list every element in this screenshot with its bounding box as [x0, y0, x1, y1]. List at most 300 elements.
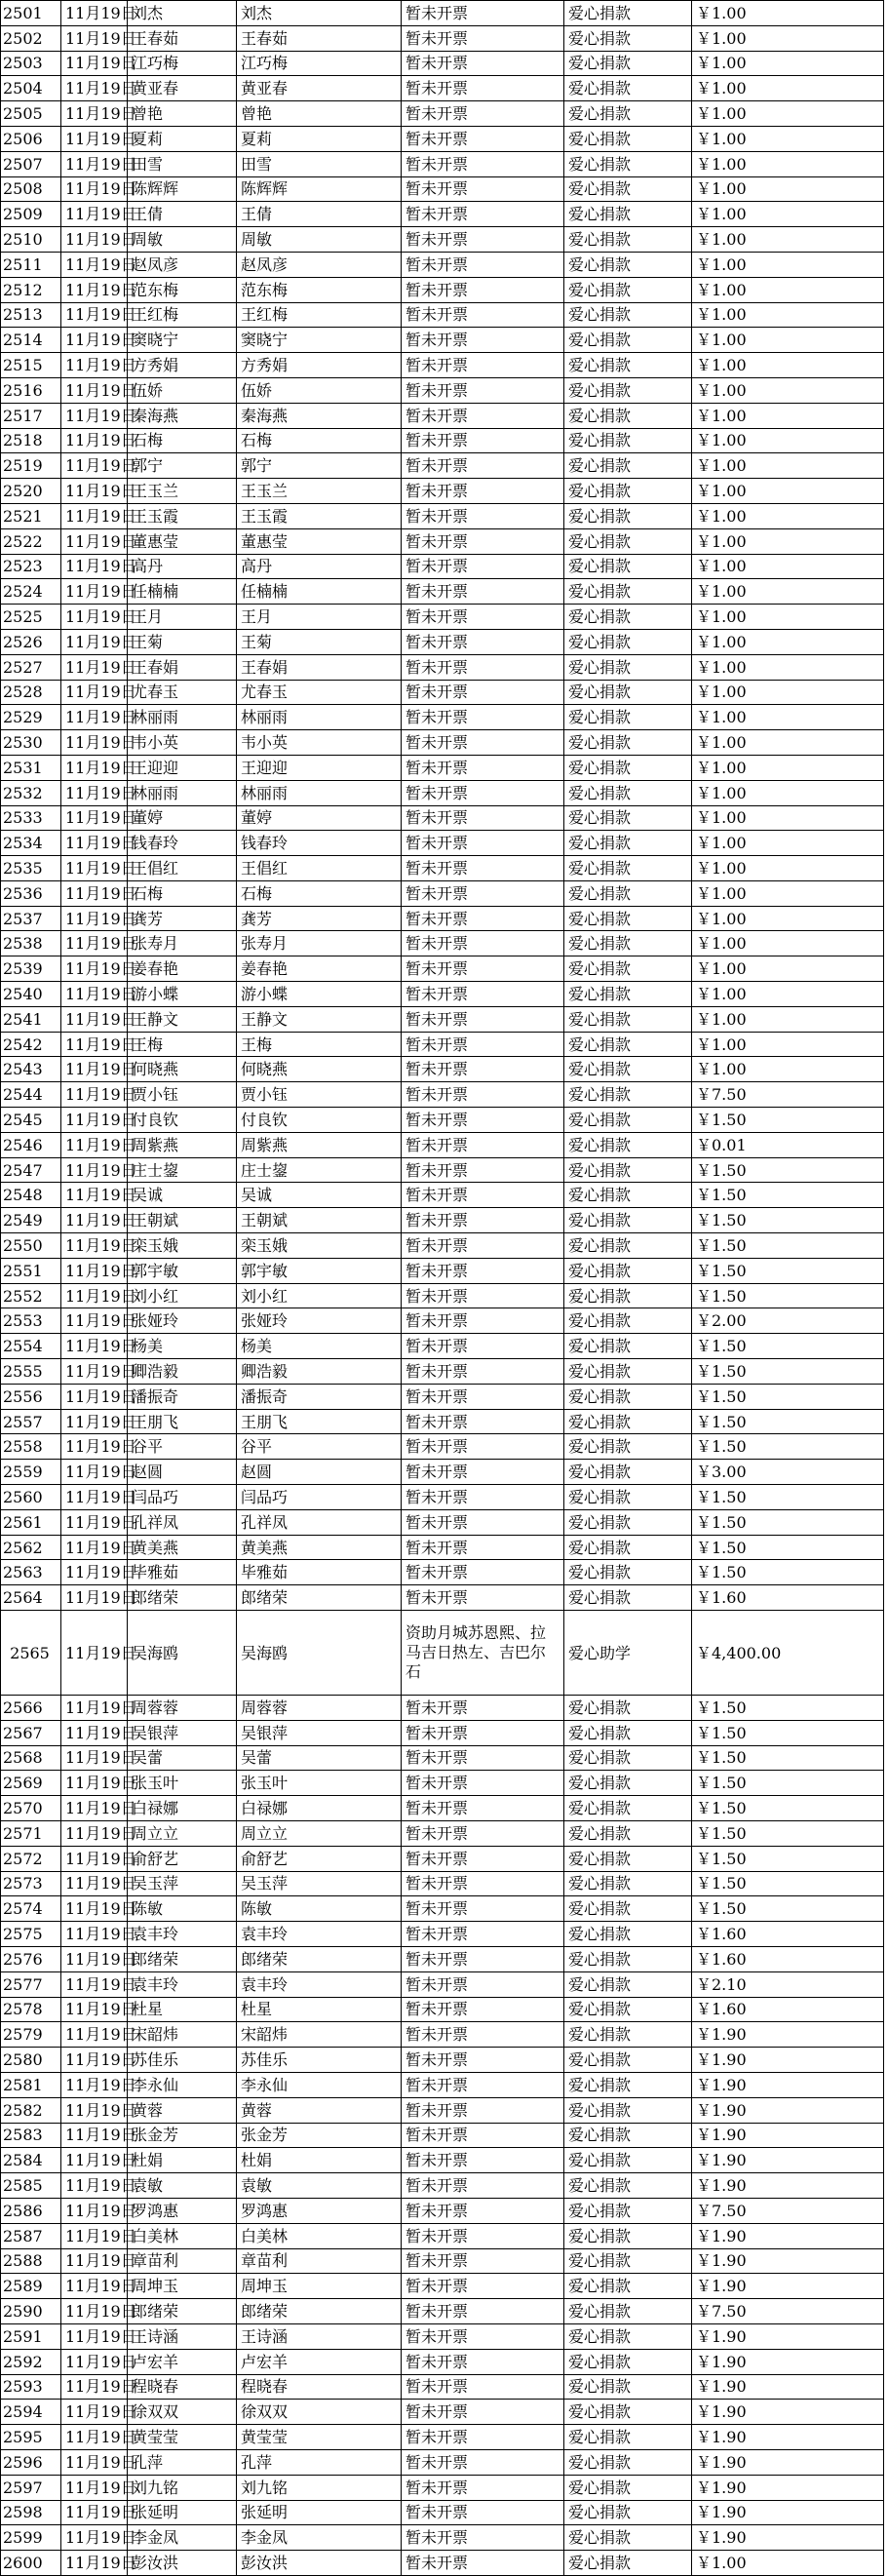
row-amount: ￥1.00 [692, 479, 884, 504]
row-name: 周坤玉 [128, 2274, 237, 2299]
row-number: 2596 [1, 2449, 61, 2475]
row-category: 爱心捐款 [564, 1132, 692, 1157]
row-donor: 郭宁 [237, 453, 402, 479]
row-name: 夏莉 [128, 126, 237, 151]
row-invoice-status: 暂未开票 [402, 1032, 564, 1057]
row-donor: 赵凤彦 [237, 252, 402, 277]
row-name: 张娅玲 [128, 1308, 237, 1334]
row-donor: 张玉叶 [237, 1771, 402, 1796]
row-number: 2514 [1, 328, 61, 353]
row-donor: 付良钦 [237, 1108, 402, 1133]
table-row [1, 2198, 884, 2223]
row-date: 11月19日 [61, 2449, 128, 2475]
row-invoice-status: 暂未开票 [402, 302, 564, 328]
row-amount: ￥1.60 [692, 1997, 884, 2022]
row-category: 爱心捐款 [564, 1820, 692, 1846]
row-date: 11月19日 [61, 554, 128, 579]
row-name: 闫品巧 [128, 1485, 237, 1510]
row-category: 爱心捐款 [564, 2148, 692, 2173]
row-name: 周立立 [128, 1820, 237, 1846]
row-number: 2528 [1, 680, 61, 705]
row-number: 2597 [1, 2475, 61, 2500]
row-name: 周蓉蓉 [128, 1696, 237, 1721]
row-category: 爱心捐款 [564, 780, 692, 805]
row-number: 2511 [1, 252, 61, 277]
row-amount: ￥1.00 [692, 780, 884, 805]
row-amount: ￥1.00 [692, 982, 884, 1007]
row-category: 爱心捐款 [564, 25, 692, 51]
row-name: 方秀娟 [128, 353, 237, 378]
row-category: 爱心捐款 [564, 1359, 692, 1385]
row-category: 爱心捐款 [564, 353, 692, 378]
row-number: 2559 [1, 1460, 61, 1485]
row-date: 11月19日 [61, 2022, 128, 2048]
row-number: 2586 [1, 2198, 61, 2223]
row-donor: 庄士鋆 [237, 1157, 402, 1183]
row-category: 爱心捐款 [564, 1485, 692, 1510]
row-date: 11月19日 [61, 629, 128, 654]
row-invoice-status: 暂未开票 [402, 931, 564, 956]
table-row [1, 2148, 884, 2173]
row-donor: 吴海鸥 [237, 1611, 402, 1696]
row-date: 11月19日 [61, 25, 128, 51]
row-donor: 钱春玲 [237, 831, 402, 856]
row-invoice-status: 暂未开票 [402, 2173, 564, 2199]
row-invoice-status: 暂未开票 [402, 2551, 564, 2576]
table-row [1, 1796, 884, 1821]
row-donor: 王月 [237, 605, 402, 630]
row-number: 2554 [1, 1334, 61, 1359]
row-amount: ￥1.50 [692, 1771, 884, 1796]
row-amount: ￥1.00 [692, 579, 884, 605]
row-number: 2550 [1, 1233, 61, 1259]
row-donor: 方秀娟 [237, 353, 402, 378]
row-category: 爱心捐款 [564, 2274, 692, 2299]
row-date: 11月19日 [61, 453, 128, 479]
row-date: 11月19日 [61, 227, 128, 253]
row-date: 11月19日 [61, 2123, 128, 2148]
row-category: 爱心捐款 [564, 856, 692, 881]
row-invoice-status: 暂未开票 [402, 2400, 564, 2425]
row-amount: ￥7.50 [692, 2198, 884, 2223]
row-category: 爱心捐款 [564, 1057, 692, 1082]
table-row [1, 1922, 884, 1947]
row-invoice-status: 暂未开票 [402, 252, 564, 277]
row-name: 刘杰 [128, 1, 237, 26]
row-category: 爱心捐款 [564, 202, 692, 227]
row-donor: 黄蓉 [237, 2097, 402, 2123]
row-name: 钱春玲 [128, 831, 237, 856]
row-category: 爱心捐款 [564, 403, 692, 428]
table-row [1, 1032, 884, 1057]
row-category: 爱心捐款 [564, 328, 692, 353]
row-invoice-status: 暂未开票 [402, 1006, 564, 1032]
row-number: 2543 [1, 1057, 61, 1082]
row-invoice-status: 暂未开票 [402, 1997, 564, 2022]
row-donor: 杨美 [237, 1334, 402, 1359]
row-invoice-status: 暂未开票 [402, 403, 564, 428]
row-donor: 郎绪荣 [237, 1946, 402, 1971]
table-row [1, 1585, 884, 1611]
row-amount: ￥1.00 [692, 2551, 884, 2576]
row-date: 11月19日 [61, 805, 128, 831]
row-number: 2525 [1, 605, 61, 630]
row-donor: 董婷 [237, 805, 402, 831]
row-name: 韦小英 [128, 730, 237, 756]
row-name: 俞舒艺 [128, 1846, 237, 1871]
row-number: 2510 [1, 227, 61, 253]
row-name: 郎绪荣 [128, 1946, 237, 1971]
row-name: 白美林 [128, 2223, 237, 2248]
row-date: 11月19日 [61, 1082, 128, 1108]
row-name: 田雪 [128, 151, 237, 176]
row-amount: ￥1.00 [692, 328, 884, 353]
row-donor: 栾玉娥 [237, 1233, 402, 1259]
row-invoice-status: 暂未开票 [402, 1409, 564, 1434]
row-date: 11月19日 [61, 2148, 128, 2173]
row-name: 张延明 [128, 2500, 237, 2525]
row-name: 刘小红 [128, 1283, 237, 1308]
row-amount: ￥1.90 [692, 2323, 884, 2349]
row-number: 2573 [1, 1871, 61, 1896]
row-category: 爱心捐款 [564, 1871, 692, 1896]
row-invoice-status: 暂未开票 [402, 2022, 564, 2048]
row-donor: 罗鸿惠 [237, 2198, 402, 2223]
row-name: 徐双双 [128, 2400, 237, 2425]
row-number: 2591 [1, 2323, 61, 2349]
row-number: 2555 [1, 1359, 61, 1385]
row-amount: ￥1.50 [692, 1846, 884, 1871]
table-row [1, 151, 884, 176]
row-name: 郎绪荣 [128, 1585, 237, 1611]
row-donor: 卢宏羊 [237, 2349, 402, 2374]
row-donor: 王诗涵 [237, 2323, 402, 2349]
row-number: 2541 [1, 1006, 61, 1032]
row-number: 2572 [1, 1846, 61, 1871]
row-name: 姜春艳 [128, 956, 237, 982]
row-category: 爱心捐款 [564, 1560, 692, 1585]
table-row [1, 1485, 884, 1510]
row-name: 董婷 [128, 805, 237, 831]
row-category: 爱心捐款 [564, 1233, 692, 1259]
row-amount: ￥1.00 [692, 101, 884, 127]
row-category: 爱心捐款 [564, 2449, 692, 2475]
row-amount: ￥7.50 [692, 1082, 884, 1108]
table-row [1, 654, 884, 680]
table-row [1, 126, 884, 151]
row-donor: 谷平 [237, 1434, 402, 1460]
row-amount: ￥1.50 [692, 1183, 884, 1208]
row-donor: 吴银萍 [237, 1720, 402, 1745]
row-invoice-status: 暂未开票 [402, 1485, 564, 1510]
row-donor: 郭宇敏 [237, 1258, 402, 1283]
row-number: 2599 [1, 2525, 61, 2551]
row-category: 爱心捐款 [564, 2048, 692, 2073]
row-category: 爱心捐款 [564, 126, 692, 151]
row-name: 李金凤 [128, 2525, 237, 2551]
row-amount: ￥1.90 [692, 2274, 884, 2299]
row-category: 爱心捐款 [564, 605, 692, 630]
row-number: 2600 [1, 2551, 61, 2576]
table-row [1, 1745, 884, 1771]
row-number: 2564 [1, 1585, 61, 1611]
table-row [1, 1434, 884, 1460]
row-invoice-status: 暂未开票 [402, 1509, 564, 1535]
ledger-body [1, 1, 884, 2576]
row-invoice-status: 暂未开票 [402, 2323, 564, 2349]
row-invoice-status: 暂未开票 [402, 1922, 564, 1947]
row-invoice-status: 暂未开票 [402, 2299, 564, 2324]
row-invoice-status: 暂未开票 [402, 1796, 564, 1821]
row-invoice-status: 暂未开票 [402, 1434, 564, 1460]
row-name: 王迎迎 [128, 755, 237, 780]
row-donor: 何晓燕 [237, 1057, 402, 1082]
row-name: 王倩 [128, 202, 237, 227]
table-row [1, 1384, 884, 1409]
row-date: 11月19日 [61, 353, 128, 378]
row-date: 11月19日 [61, 2475, 128, 2500]
table-row [1, 831, 884, 856]
row-number: 2505 [1, 101, 61, 127]
row-date: 11月19日 [61, 328, 128, 353]
table-row [1, 2475, 884, 2500]
table-row [1, 956, 884, 982]
row-invoice-status: 暂未开票 [402, 25, 564, 51]
row-name: 袁丰玲 [128, 1971, 237, 1997]
table-row [1, 1157, 884, 1183]
row-invoice-status: 暂未开票 [402, 1359, 564, 1385]
table-row [1, 2400, 884, 2425]
row-number: 2535 [1, 856, 61, 881]
row-amount: ￥1.90 [692, 2449, 884, 2475]
row-donor: 杜娟 [237, 2148, 402, 2173]
row-invoice-status: 暂未开票 [402, 856, 564, 881]
row-date: 11月19日 [61, 1485, 128, 1510]
row-number: 2582 [1, 2097, 61, 2123]
row-amount: ￥7.50 [692, 2299, 884, 2324]
row-donor: 潘振奇 [237, 1384, 402, 1409]
row-invoice-status: 暂未开票 [402, 428, 564, 453]
table-row [1, 1696, 884, 1721]
row-category: 爱心捐款 [564, 176, 692, 202]
row-donor: 窦晓宁 [237, 328, 402, 353]
row-invoice-status: 暂未开票 [402, 2500, 564, 2525]
row-amount: ￥1.00 [692, 51, 884, 76]
row-invoice-status: 暂未开票 [402, 605, 564, 630]
row-donor: 韦小英 [237, 730, 402, 756]
row-name: 白禄娜 [128, 1796, 237, 1821]
row-invoice-status: 暂未开票 [402, 1183, 564, 1208]
row-amount: ￥1.00 [692, 680, 884, 705]
row-category: 爱心捐款 [564, 277, 692, 302]
row-number: 2540 [1, 982, 61, 1007]
row-invoice-status: 暂未开票 [402, 654, 564, 680]
table-row [1, 1258, 884, 1283]
row-name: 吴诚 [128, 1183, 237, 1208]
row-category: 爱心捐款 [564, 453, 692, 479]
row-amount: ￥1.90 [692, 2248, 884, 2274]
table-row [1, 579, 884, 605]
row-invoice-status: 暂未开票 [402, 151, 564, 176]
table-row [1, 2551, 884, 2576]
row-invoice-status: 暂未开票 [402, 227, 564, 253]
table-row [1, 1720, 884, 1745]
row-category: 爱心捐款 [564, 2525, 692, 2551]
row-date: 11月19日 [61, 780, 128, 805]
row-category: 爱心捐款 [564, 1796, 692, 1821]
row-number: 2588 [1, 2248, 61, 2274]
row-donor: 郎绪荣 [237, 2299, 402, 2324]
row-donor: 章苗利 [237, 2248, 402, 2274]
row-number: 2502 [1, 25, 61, 51]
row-donor: 陈辉辉 [237, 176, 402, 202]
row-name: 黄亚春 [128, 76, 237, 101]
row-amount: ￥1.00 [692, 126, 884, 151]
row-invoice-status: 暂未开票 [402, 2123, 564, 2148]
row-category: 爱心捐款 [564, 528, 692, 554]
row-name: 陈敏 [128, 1896, 237, 1922]
row-donor: 宋韶炜 [237, 2022, 402, 2048]
row-category: 爱心捐款 [564, 982, 692, 1007]
table-row [1, 2349, 884, 2374]
row-invoice-status: 暂未开票 [402, 202, 564, 227]
row-amount: ￥1.00 [692, 176, 884, 202]
table-row [1, 1208, 884, 1233]
row-date: 11月19日 [61, 2048, 128, 2073]
row-date: 11月19日 [61, 2248, 128, 2274]
row-name: 王月 [128, 605, 237, 630]
row-number: 2589 [1, 2274, 61, 2299]
row-number: 2533 [1, 805, 61, 831]
row-name: 龚芳 [128, 906, 237, 931]
row-name: 苏佳乐 [128, 2048, 237, 2073]
table-row [1, 377, 884, 403]
row-date: 11月19日 [61, 1460, 128, 1485]
row-category: 爱心捐款 [564, 805, 692, 831]
row-donor: 卿浩毅 [237, 1359, 402, 1385]
row-category: 爱心捐款 [564, 2097, 692, 2123]
row-date: 11月19日 [61, 1997, 128, 2022]
row-category: 爱心捐款 [564, 2173, 692, 2199]
row-invoice-status: 暂未开票 [402, 755, 564, 780]
row-donor: 张延明 [237, 2500, 402, 2525]
row-amount: ￥1.00 [692, 605, 884, 630]
row-donor: 王红梅 [237, 302, 402, 328]
row-donor: 毕雅茹 [237, 1560, 402, 1585]
table-row [1, 1, 884, 26]
row-category: 爱心捐款 [564, 1745, 692, 1771]
row-donor: 张金芳 [237, 2123, 402, 2148]
row-donor: 张娅玲 [237, 1308, 402, 1334]
row-amount: ￥1.50 [692, 1258, 884, 1283]
row-date: 11月19日 [61, 1820, 128, 1846]
row-date: 11月19日 [61, 1006, 128, 1032]
row-donor: 周敏 [237, 227, 402, 253]
row-donor: 周立立 [237, 1820, 402, 1846]
row-date: 11月19日 [61, 1208, 128, 1233]
row-name: 张寿月 [128, 931, 237, 956]
row-amount: ￥1.00 [692, 654, 884, 680]
row-invoice-status: 暂未开票 [402, 780, 564, 805]
row-amount: ￥1.00 [692, 76, 884, 101]
table-row [1, 605, 884, 630]
row-donor: 任楠楠 [237, 579, 402, 605]
row-donor: 石梅 [237, 428, 402, 453]
row-category: 爱心捐款 [564, 428, 692, 453]
table-row [1, 1283, 884, 1308]
row-donor: 秦海燕 [237, 403, 402, 428]
row-date: 11月19日 [61, 1157, 128, 1183]
row-date: 11月19日 [61, 2072, 128, 2097]
row-name: 游小蝶 [128, 982, 237, 1007]
row-donor: 伍娇 [237, 377, 402, 403]
row-date: 11月19日 [61, 982, 128, 1007]
row-number: 2532 [1, 780, 61, 805]
row-name: 吴蕾 [128, 1745, 237, 1771]
row-number: 2563 [1, 1560, 61, 1585]
table-row [1, 328, 884, 353]
row-number: 2551 [1, 1258, 61, 1283]
row-amount: ￥1.50 [692, 1871, 884, 1896]
row-amount: ￥1.60 [692, 1922, 884, 1947]
row-donor: 李永仙 [237, 2072, 402, 2097]
table-row [1, 25, 884, 51]
row-number: 2522 [1, 528, 61, 554]
row-name: 刘九铭 [128, 2475, 237, 2500]
row-invoice-status: 暂未开票 [402, 1745, 564, 1771]
row-amount: ￥1.50 [692, 1283, 884, 1308]
row-name: 王红梅 [128, 302, 237, 328]
row-date: 11月19日 [61, 1771, 128, 1796]
row-invoice-status: 暂未开票 [402, 554, 564, 579]
row-donor: 林丽雨 [237, 780, 402, 805]
table-row [1, 2248, 884, 2274]
row-invoice-status: 暂未开票 [402, 705, 564, 730]
table-row [1, 1006, 884, 1032]
row-donor: 孔萍 [237, 2449, 402, 2475]
row-invoice-status: 暂未开票 [402, 805, 564, 831]
row-name: 杜娟 [128, 2148, 237, 2173]
row-date: 11月19日 [61, 2500, 128, 2525]
table-row [1, 403, 884, 428]
row-donor: 苏佳乐 [237, 2048, 402, 2073]
row-invoice-status: 暂未开票 [402, 1535, 564, 1560]
row-number: 2549 [1, 1208, 61, 1233]
row-name: 赵圆 [128, 1460, 237, 1485]
row-invoice-status: 资助月城苏恩熙、拉马吉日热左、吉巴尔石 [402, 1611, 564, 1696]
row-amount: ￥1.50 [692, 1696, 884, 1721]
row-number: 2503 [1, 51, 61, 76]
row-date: 11月19日 [61, 377, 128, 403]
row-invoice-status: 暂未开票 [402, 1384, 564, 1409]
row-name: 潘振奇 [128, 1384, 237, 1409]
row-number: 2590 [1, 2299, 61, 2324]
row-donor: 刘杰 [237, 1, 402, 26]
row-invoice-status: 暂未开票 [402, 126, 564, 151]
row-amount: ￥1.50 [692, 1720, 884, 1745]
row-date: 11月19日 [61, 2551, 128, 2576]
row-invoice-status: 暂未开票 [402, 1157, 564, 1183]
row-amount: ￥1.00 [692, 353, 884, 378]
row-date: 11月19日 [61, 1434, 128, 1460]
row-donor: 白美林 [237, 2223, 402, 2248]
row-number: 2521 [1, 503, 61, 528]
row-category: 爱心捐款 [564, 151, 692, 176]
row-donor: 徐双双 [237, 2400, 402, 2425]
row-date: 11月19日 [61, 2323, 128, 2349]
row-donor: 王玉霞 [237, 503, 402, 528]
row-category: 爱心捐款 [564, 579, 692, 605]
